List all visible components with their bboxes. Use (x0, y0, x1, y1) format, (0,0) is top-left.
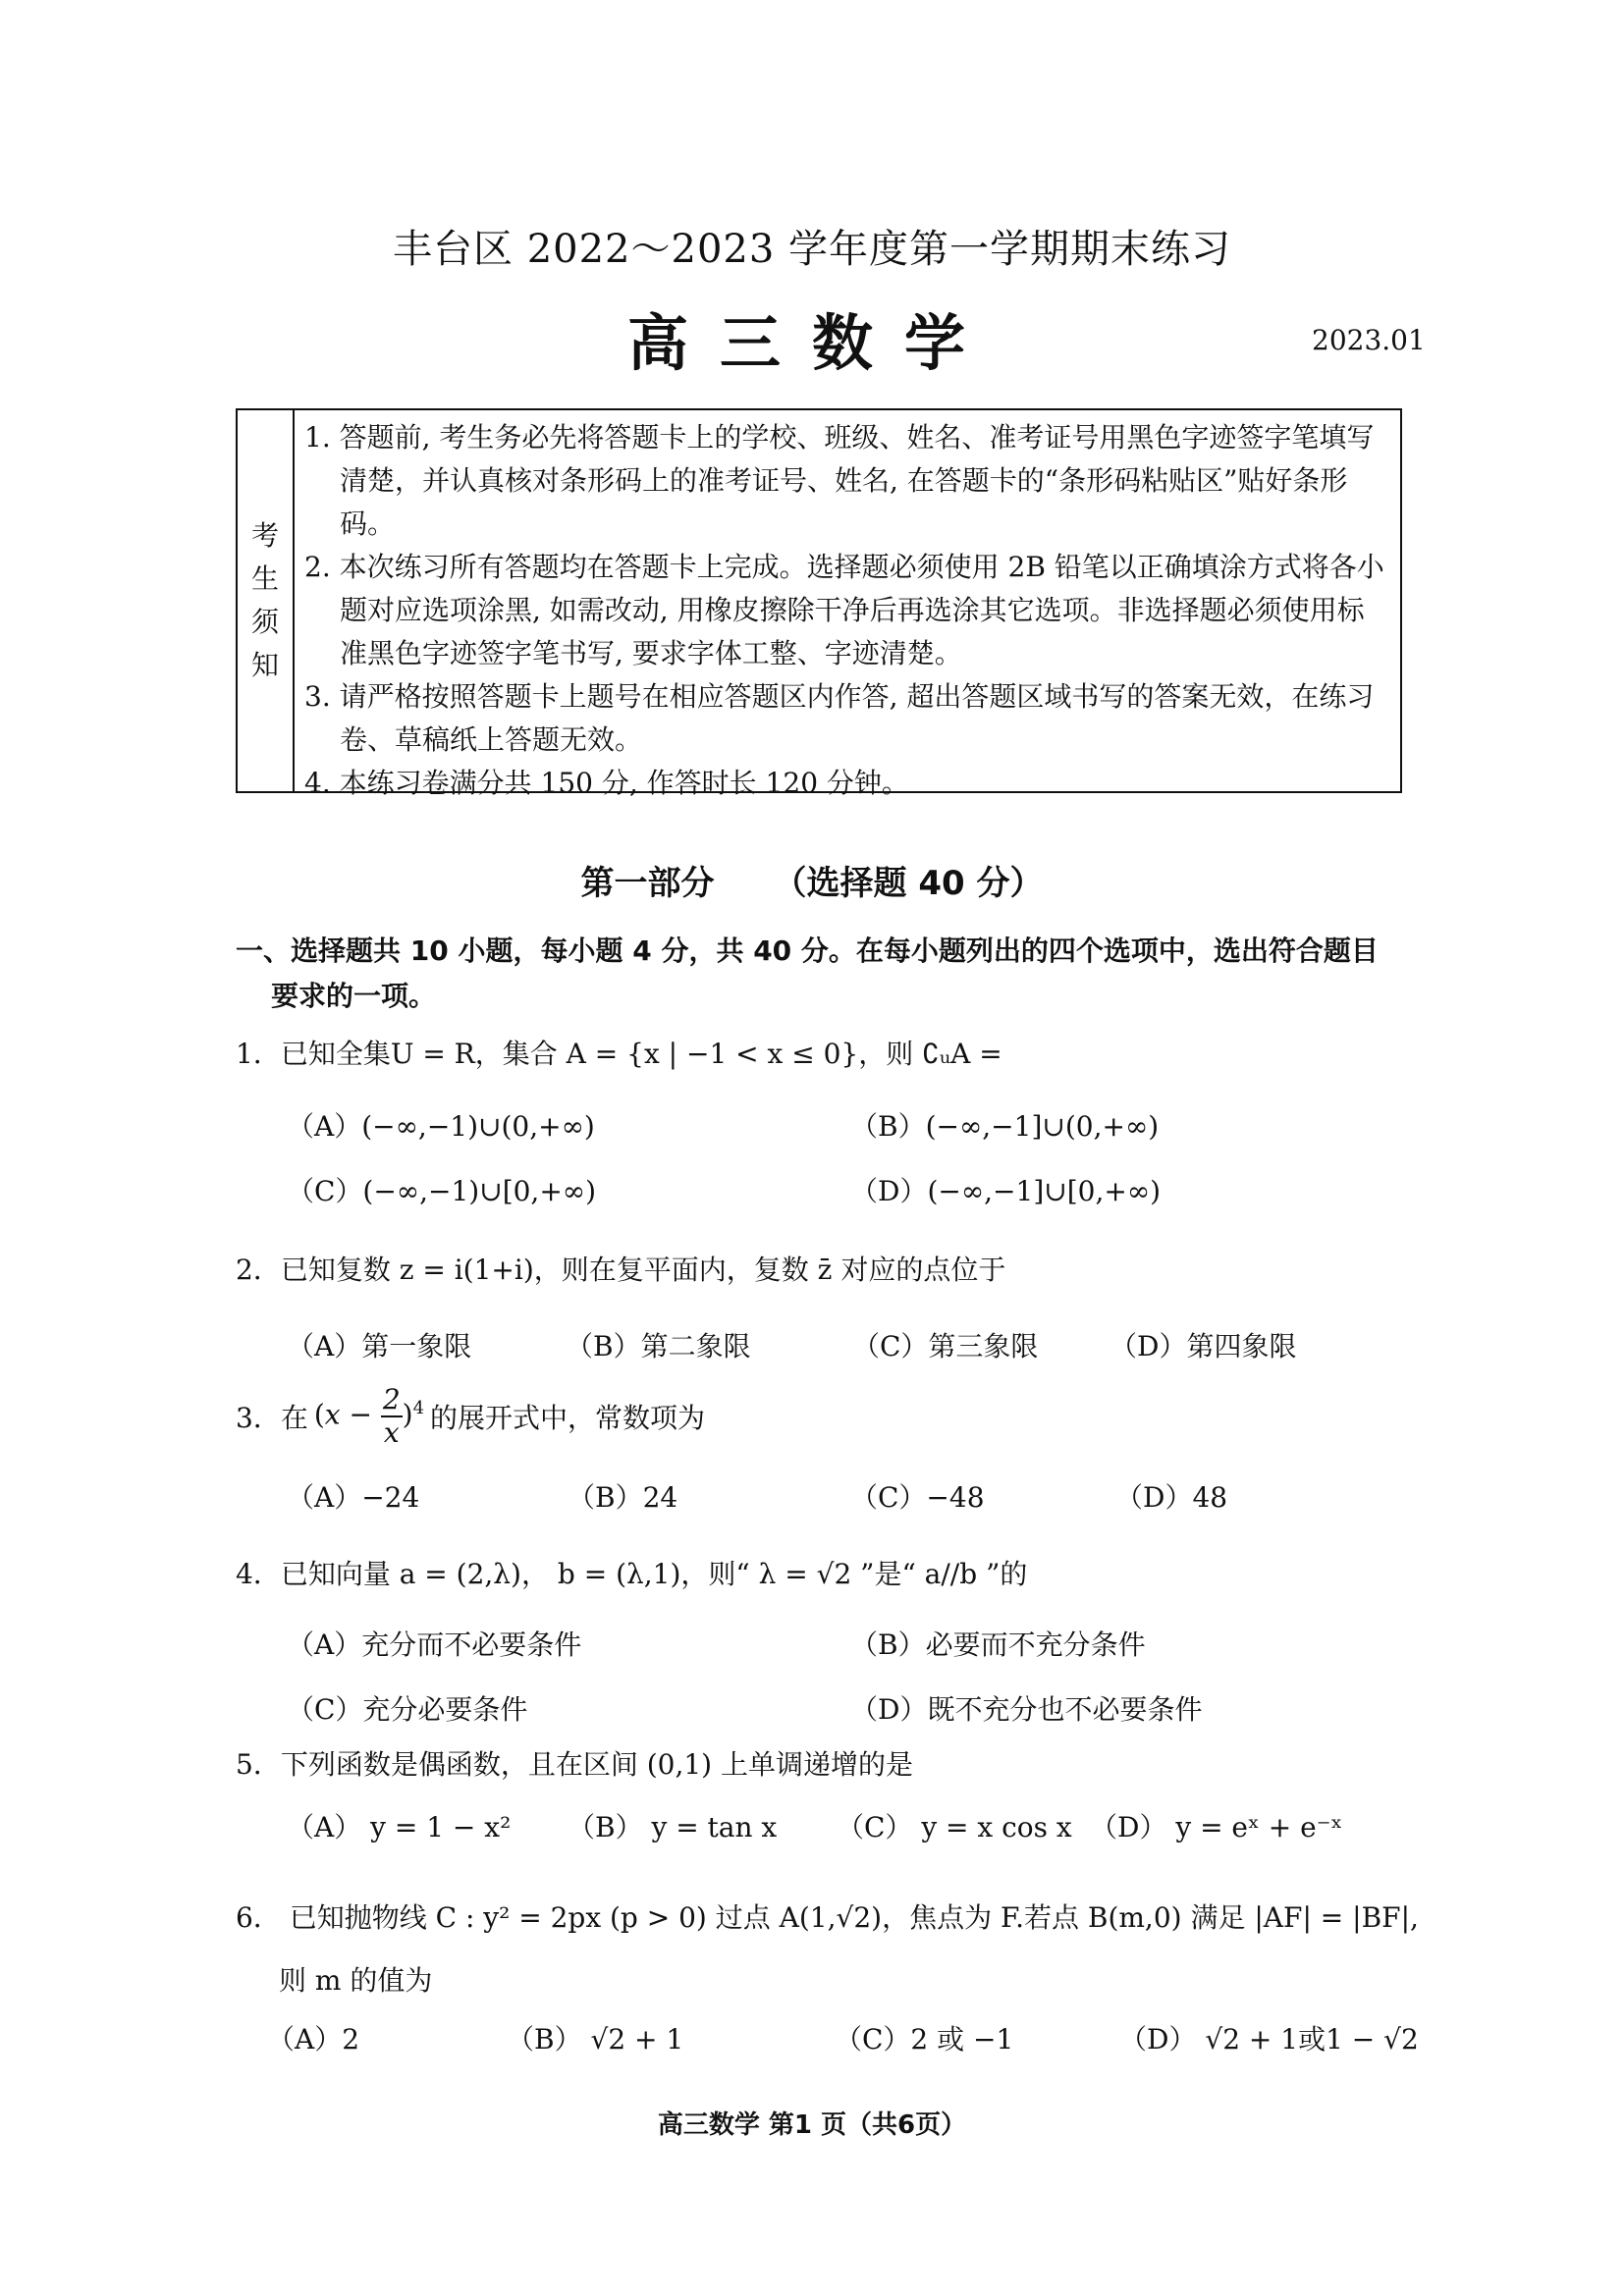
question-3-option-c: （C）−48 (850, 1481, 985, 1514)
question-6-option-a: （A）2 (267, 2023, 360, 2056)
question-2-stem: 2．已知复数 z = i(1+i)，则在复平面内，复数 z̄ 对应的点位于 (236, 1254, 1006, 1286)
question-1-option-b: （B）(−∞,−1]∪(0,+∞) (850, 1110, 1160, 1143)
question-1-option-a: （A）(−∞,−1)∪(0,+∞) (287, 1110, 595, 1143)
question-2-option-d: （D）第四象限 (1110, 1330, 1297, 1362)
fraction-2-over-x: $\frac{2}{x}$ (382, 1383, 401, 1449)
question-3-suffix: 的展开式中，常数项为 (430, 1402, 706, 1434)
question-6-stem: 6． 已知抛物线 C : y² = 2px (p > 0) 过点 A(1,√2)，焦点为 F.若点 B(m,0) 满足 |AF| = |BF|, (236, 1901, 1419, 1934)
section-instructions: 一、选择题共 10 小题，每小题 4 分，共 40 分。在每小题列出的四个选项中，选出符合题目要求的一项。 (236, 934, 1379, 1012)
question-5-option-b: （B） y = tan x (568, 1811, 778, 1843)
question-3-option-d: （D）48 (1115, 1481, 1228, 1514)
notice-item: 4. 本练习卷满分共 150 分, 作答时长 120 分钟。 (304, 767, 909, 799)
question-1-option-d: （D）(−∞,−1]∪[0,+∞) (850, 1175, 1162, 1207)
notice-body (304, 416, 1388, 805)
question-2-option-a: （A）第一象限 (287, 1330, 472, 1362)
question-4-option-d: （D）既不充分也不必要条件 (850, 1693, 1203, 1726)
question-4-stem: 4．已知向量 a = (2,λ)， b = (λ,1)，则“ λ = √2 ”是“ a//b ”的 (236, 1558, 1028, 1590)
question-4-option-c: （C）充分必要条件 (287, 1693, 528, 1726)
page-footer: 高三数学 第1 页（共6页） (657, 2110, 967, 2140)
question-3-prefix: 3．在 (236, 1402, 308, 1434)
question-5-option-c: （C） y = x cos x (837, 1811, 1072, 1843)
binomial-expression: (x − $\frac{2}{x}$ )$^4$ (313, 1383, 425, 1449)
question-3-option-a: （A）−24 (287, 1481, 420, 1514)
notice-label-char: 知 (250, 649, 279, 681)
notice-item: 3. 请严格按照答题卡上题号在相应答题区内作答, 超出答题区域书写的答案无效，在练习卷、草稿纸上答题无效。 (304, 680, 1375, 756)
question-2-option-c: （C）第三象限 (852, 1330, 1039, 1362)
question-6-option-b: （B） √2 + 1 (507, 2023, 684, 2056)
exam-title: 丰台区 2022～2023 学年度第一学期期末练习 (392, 227, 1232, 272)
question-1-option-c: （C）(−∞,−1)∪[0,+∞) (287, 1175, 597, 1207)
notice-item: 2. 本次练习所有答题均在答题卡上完成。选择题必须使用 2B 铅笔以正确填涂方式将各小题对应选项涂黑, 如需改动, 用橡皮擦除干净后再选涂其它选项。非选择题必须使用标准黑色字迹签字笔书写, 要求字体工整、字迹清楚。 (304, 551, 1384, 669)
notice-label-char: 须 (250, 606, 279, 638)
candidate-notice-box (236, 408, 1402, 799)
subject-title: 高三数学 (626, 307, 997, 379)
question-4-option-a: （A）充分而不必要条件 (287, 1629, 582, 1661)
part-title: 第一部分 (580, 864, 715, 903)
part-heading (0, 856, 1624, 904)
notice-label-char: 生 (250, 562, 279, 595)
part-subtitle: （选择题 40 分） (773, 864, 1044, 903)
notice-label (238, 410, 295, 791)
question-6-option-d: （D） √2 + 1或1 − √2 (1119, 2023, 1419, 2056)
question-5-option-a: （A） y = 1 − x² (287, 1811, 512, 1843)
question-5-option-d: （D） y = eˣ + e⁻ˣ (1090, 1811, 1343, 1843)
question-6-stem-cont: 则 m 的值为 (279, 1964, 433, 1997)
question-6-option-c: （C）2 或 −1 (835, 2023, 1014, 2056)
exam-date: 2023.01 (1312, 324, 1426, 356)
question-3-stem (236, 1384, 705, 1449)
question-3-option-b: （B）24 (568, 1481, 678, 1514)
question-4-option-b: （B）必要而不充分条件 (850, 1629, 1146, 1661)
notice-item: 1. 答题前, 考生务必先将答题卡上的学校、班级、姓名、准考证号用黑色字迹签字笔填写清楚，并认真核对条形码上的准考证号、姓名, 在答题卡的“条形码粘贴区”贴好条形码。 (304, 421, 1375, 540)
question-2-option-b: （B）第二象限 (566, 1330, 751, 1362)
question-1-stem: 1．已知全集U = R，集合 A = {x | −1 < x ≤ 0}，则 ∁ᵤA = (236, 1038, 1002, 1070)
notice-label-char: 考 (250, 519, 279, 552)
question-5-stem: 5．下列函数是偶函数，且在区间 (0,1) 上单调递增的是 (236, 1748, 913, 1781)
